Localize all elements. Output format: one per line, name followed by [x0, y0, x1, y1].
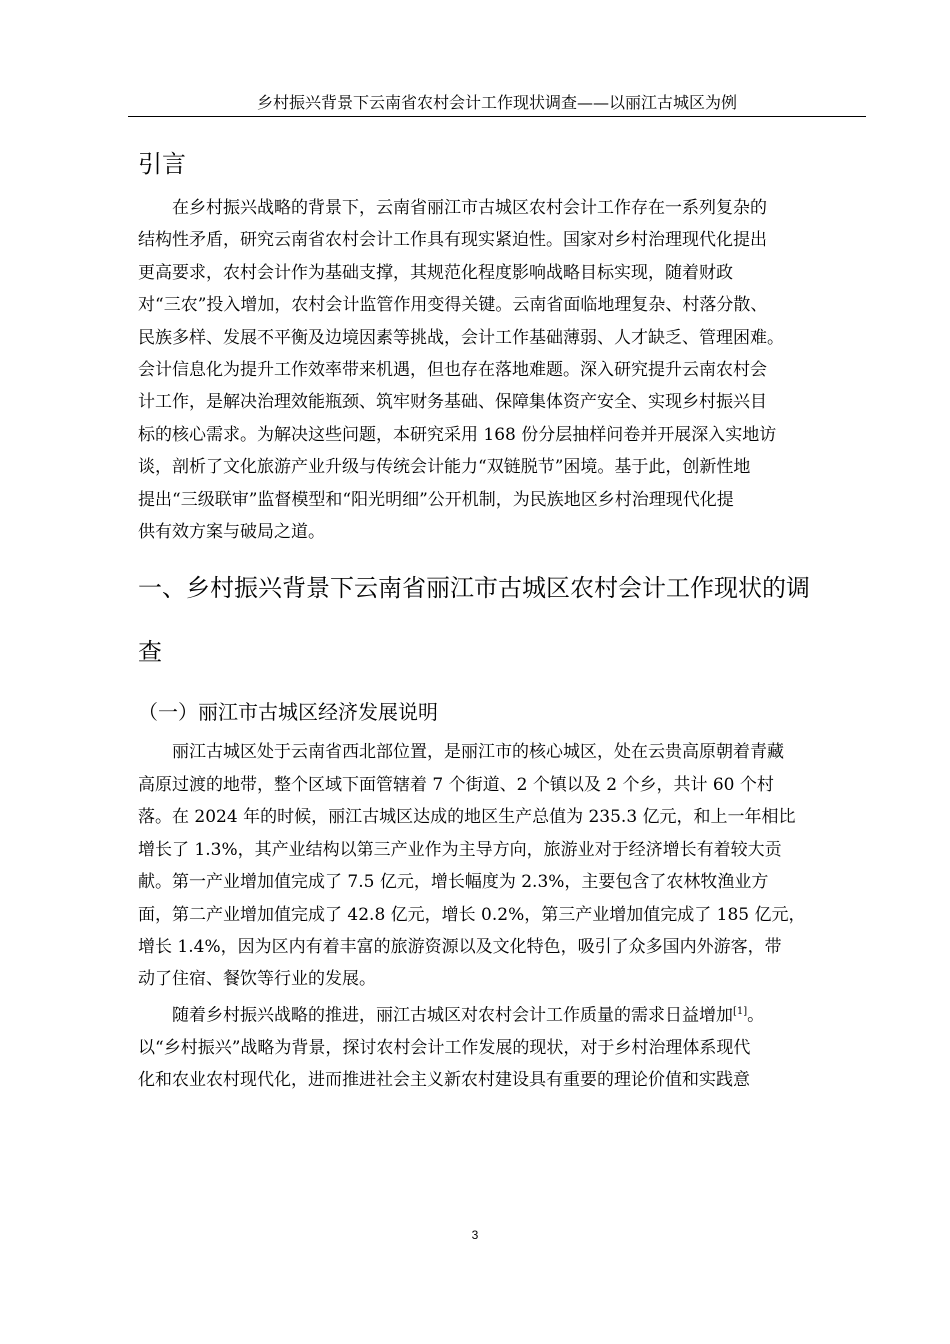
text-line: 谈，剖析了文化旅游产业升级与传统会计能力“双链脱节”困境。基于此，创新性地 [138, 457, 751, 478]
text-line: 动了住宿、餐饮等行业的发展。 [138, 969, 376, 990]
body-paragraph [138, 996, 858, 1097]
text-line: 高原过渡的地带，整个区域下面管辖着 7 个街道、2 个镇以及 2 个乡，共计 60 个村 [138, 774, 774, 795]
text-line: 献。第一产业增加值完成了 7.5 亿元，增长幅度为 2.3%，主要包含了农林牧渔业方 [138, 872, 769, 893]
text-line: 落。在 2024 年的时候，丽江古城区达成的地区生产总值为 235.3 亿元，和上一年相比 [138, 807, 796, 828]
running-header [128, 90, 866, 117]
text-line: 更高要求，农村会计作为基础支撑，其规范化程度影响战略目标实现，随着财政 [138, 262, 733, 283]
text-line: 对“三农”投入增加，农村会计监管作用变得关键。云南省面临地理复杂、村落分散、 [138, 295, 768, 316]
text-line: 计工作，是解决治理效能瓶颈、筑牢财务基础、保障集体资产安全、实现乡村振兴目 [138, 392, 767, 413]
text-line: 丽江古城区处于云南省西北部位置，是丽江市的核心城区，处在云贵高原朝着青藏 [172, 742, 784, 763]
text-line: 民族多样、发展不平衡及边境因素等挑战，会计工作基础薄弱、人才缺乏、管理困难。 [138, 327, 784, 348]
text-segment: 随着乡村振兴战略的推进，丽江古城区对农村会计工作质量的需求日益增加 [172, 1005, 733, 1026]
intro-paragraph [138, 192, 858, 548]
text-line: 在乡村振兴战略的背景下，云南省丽江市古城区农村会计工作存在一系列复杂的 [172, 198, 767, 218]
text-line: 提出“三级联审”监督模型和“阳光明细”公开机制，为民族地区乡村治理现代化提 [138, 489, 734, 510]
text-line: 增长了 1.3%，其产业结构以第三产业作为主导方向，旅游业对于经济增长有着较大贡 [138, 839, 782, 860]
page-number: 3 [471, 1228, 479, 1242]
running-title: 乡村振兴背景下云南省农村会计工作现状调查——以丽江古城区为例 [256, 93, 737, 112]
section-heading-line: 查 [138, 638, 162, 667]
text-line: 化和农业农村现代化，进而推进社会主义新农村建设具有重要的理论价值和实践意 [138, 1070, 750, 1091]
text-line: 增长 1.4%，因为区内有着丰富的旅游资源以及文化特色，吸引了众多国内外游客，带 [138, 936, 782, 957]
section-heading [138, 556, 858, 684]
text-line: 供有效方案与破局之道。 [138, 522, 325, 543]
text-line: 以“乡村振兴”战略为背景，探讨农村会计工作发展的现状，对于乡村治理体系现代 [138, 1037, 751, 1058]
text-line [138, 996, 858, 1032]
text-line: 会计信息化为提升工作效率带来机遇，但也存在落地难题。深入研究提升云南农村会 [138, 360, 767, 381]
text-segment: 。 [747, 1005, 765, 1026]
page-body [138, 140, 858, 1097]
text-line: 标的核心需求。为解决这些问题，本研究采用 168 份分层抽样问卷并开展深入实地访 [138, 424, 777, 445]
text-line: 结构性矛盾，研究云南省农村会计工作具有现实紧迫性。国家对乡村治理现代化提出 [138, 230, 767, 251]
body-paragraph [138, 736, 858, 995]
subsection-heading: （一）丽江市古城区经济发展说明 [138, 700, 438, 725]
section-heading-line: 一、乡村振兴背景下云南省丽江市古城区农村会计工作现状的调 [138, 574, 810, 603]
citation-marker[interactable]: [1] [733, 1005, 748, 1017]
text-line: 面，第二产业增加值完成了 42.8 亿元，增长 0.2%，第三产业增加值完成了 185 亿元， [138, 904, 806, 925]
intro-heading: 引言 [138, 150, 186, 178]
